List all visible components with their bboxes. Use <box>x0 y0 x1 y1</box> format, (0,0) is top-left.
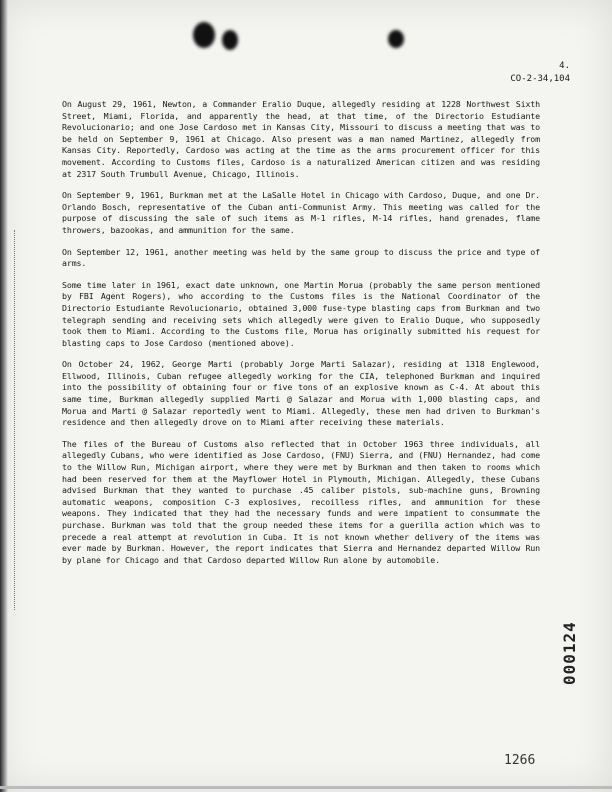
ink-blot <box>193 22 215 48</box>
reference-header <box>470 60 570 86</box>
paragraph-2: On September 9, 1961, Burkman met at the LaSalle Hotel in Chicago with Cardoso, Duque, and one Dr. Orlando Bosch, representative of the Cuban anti-Communist Army. This meeting was called for the purpose of discussing the sale of such items as M-1 rifles, M-14 rifles, hand grenades, flame throwers, bazookas, and ammunition for the same. <box>62 190 540 235</box>
paragraph-1: On August 29, 1961, Newton, a Commander Eralio Duque, allegedly residing at 1228 Northwest Sixth Street, Miami, Florida, and apparently the head, at that time, of the Directorio Estudiante Revolucionario; and one Jose Cardoso met in Kansas City, Missouri to discuss a meeting that was to be held on September 9, 1961 at Chicago. Also present was a man named Martinez, allegedly from Kansas City. Reportedly, Cardoso was acting at the time as the arms procurement officer for this movement. According to Customs files, Cardoso is a naturalized American citizen and was residing at 2317 South Trumbull Avenue, Chicago, Illinois. <box>62 99 540 179</box>
margin-marks <box>14 230 35 610</box>
document-body <box>62 99 540 576</box>
paragraph-5: On October 24, 1962, George Marti (probably Jorge Marti Salazar), residing at 1318 Englewood, Ellwood, Illinois, Cuban refugee allegedly working for the CIA, telephoned Burkman and inquired into the possibility of obtaining four or five tons of an explosive known as C-4. At about this same time, Burkman allegedly supplied Marti @ Salazar and Morua with 1,000 blasting caps, and Morua and Marti @ Salazar reportedly went to Miami. Allegedly, these men had driven to Burkman's residence and then allegedly drove on to Miami after receiving these materials. <box>62 359 540 428</box>
paragraph-3: On September 12, 1961, another meeting was held by the same group to discuss the price and type of arms. <box>62 246 540 269</box>
scan-bottom-edge <box>0 786 612 789</box>
reference-page-marker: 4. <box>559 61 570 71</box>
scan-left-edge <box>0 0 8 792</box>
reference-code: CO-2-34,104 <box>510 74 570 84</box>
page-number: 1266 <box>504 753 536 768</box>
ink-blot <box>388 30 404 48</box>
paragraph-4: Some time later in 1961, exact date unknown, one Martin Morua (probably the same person mentioned by FBI Agent Rogers), who according to the Customs files is the National Coordinator of the Directorio Estudiante Revolucionario, obtained 3,000 fuse-type blasting caps from Burkman and two telegraph sending and receiving sets which allegedly were given to Eralio Duque, who supposedly took them to Miami. According to the Customs file, Morua has originally submitted his request for blasting caps to Jose Cardoso (mentioned above). <box>62 279 540 348</box>
paragraph-6: The files of the Bureau of Customs also reflected that in October 1963 three individuals, all allegedly Cubans, who were identified as Jose Cardoso, (FNU) Sierra, and (FNU) Hernandez, had come to the Willow Run, Michigan airport, where they were met by Burkman and then taken to rooms which had been reserved for them at the Mayflower Hotel in Plymouth, Michigan. Allegedly, these Cubans advised Burkman that they wanted to purchase .45 caliber pistols, sub-machine guns, Browning automatic weapons, composition C-3 explosives, recoilless rifles, and ammunition for these weapons. They indicated that they had the necessary funds and were impatient to consummate the purchase. Burkman was told that the group needed these items for a guerilla action which was to precede a real attempt at revolution in Cuba. It is not known whether delivery of the items was ever made by Burkman. However, the report indicates that Sierra and Hernandez departed Willow Run by plane for Chicago and that Cardoso departed Willow Run alone by automobile. <box>62 438 540 565</box>
ink-blot <box>222 30 238 50</box>
document-stamp: 000124 <box>560 621 579 685</box>
